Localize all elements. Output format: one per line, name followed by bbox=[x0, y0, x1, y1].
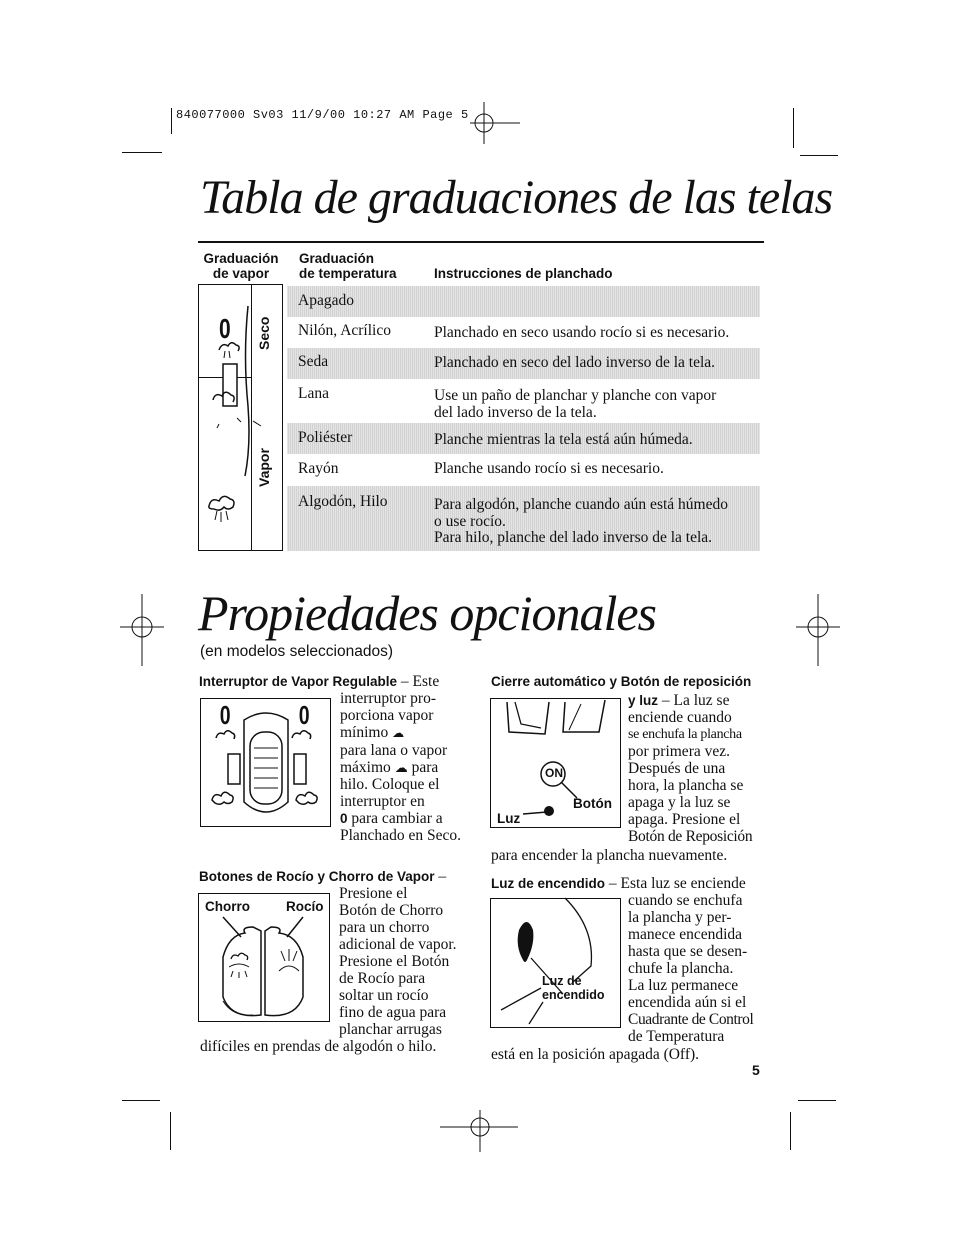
crop-mark bbox=[122, 1100, 160, 1101]
header-line: de vapor bbox=[212, 266, 270, 281]
body-line: enciende cuando bbox=[628, 709, 732, 726]
fabric-name: Nilón, Acrílico bbox=[298, 322, 391, 339]
on-button-label: ON bbox=[545, 766, 563, 780]
table-row bbox=[287, 379, 760, 423]
body-line: Presione el Botón bbox=[339, 953, 450, 970]
heading-dash: – bbox=[658, 692, 674, 709]
header-line: de temperatura bbox=[299, 266, 397, 281]
body-line: adicional de vapor. bbox=[339, 936, 457, 953]
body-line: Planchado en Seco. bbox=[340, 827, 461, 844]
auto-off-heading: Cierre automático y Botón de reposición bbox=[491, 674, 752, 689]
column-header-vapor bbox=[203, 251, 279, 281]
label-line: encendido bbox=[542, 988, 605, 1002]
steam-dial-icon bbox=[215, 336, 275, 551]
body-line: fino de agua para bbox=[339, 1004, 447, 1021]
body-line: para lana o vapor bbox=[340, 742, 448, 759]
table-row bbox=[287, 423, 760, 454]
body-line: porciona vapor bbox=[340, 707, 434, 724]
body-line bbox=[340, 759, 461, 776]
fabric-name: Rayón bbox=[298, 460, 339, 477]
steam-switch-heading bbox=[199, 673, 439, 691]
body-text: La luz se bbox=[673, 692, 730, 709]
chorro-label: Chorro bbox=[205, 899, 250, 914]
heading-label: y luz bbox=[628, 693, 659, 708]
fabric-name: Apagado bbox=[298, 292, 354, 309]
body-line: hasta que se desen- bbox=[628, 943, 748, 960]
crop-mark bbox=[171, 108, 172, 134]
instruction-text: del lado inverso de la tela. bbox=[434, 404, 597, 421]
luz-label: Luz bbox=[497, 811, 521, 826]
body-line: La luz permanece bbox=[628, 977, 739, 994]
max-steam-icon: ☁ bbox=[394, 760, 408, 775]
body-line bbox=[340, 724, 461, 742]
body-line: soltar un rocío bbox=[339, 987, 429, 1004]
steam-switch-icon bbox=[210, 712, 322, 822]
body-line: manece encendida bbox=[628, 926, 743, 943]
fabric-name: Poliéster bbox=[298, 429, 353, 446]
page-number: 5 bbox=[752, 1062, 760, 1078]
crop-mark bbox=[790, 1112, 791, 1150]
zero-setting: 0 bbox=[340, 811, 348, 826]
instruction-text: Use un paño de planchar y planche con vapor bbox=[434, 387, 717, 404]
crop-mark bbox=[170, 1112, 171, 1150]
seco-label: Seco bbox=[256, 316, 272, 350]
body-text: mínimo bbox=[340, 724, 389, 741]
table-row bbox=[287, 317, 760, 348]
fabric-name: Seda bbox=[298, 353, 329, 370]
body-text: máximo bbox=[340, 759, 391, 776]
fabric-name: Algodón, Hilo bbox=[298, 493, 388, 510]
body-text: para bbox=[411, 759, 439, 776]
section-title: Propiedades opcionales bbox=[198, 585, 657, 641]
body-line: interruptor pro- bbox=[340, 690, 436, 707]
spray-buttons-icon bbox=[215, 915, 315, 1020]
heading-dash: – bbox=[434, 868, 447, 885]
crop-mark bbox=[122, 152, 162, 153]
body-line: apaga y la luz se bbox=[628, 794, 731, 811]
body-line bbox=[340, 810, 461, 827]
auto-off-text bbox=[628, 709, 752, 845]
print-header: 840077000 Sv03 11/9/00 10:27 AM Page 5 bbox=[176, 108, 469, 122]
body-line: se enchufa la plancha bbox=[628, 727, 742, 742]
body-line: Presione el bbox=[339, 885, 408, 902]
body-line: Botón de Reposición bbox=[628, 828, 753, 845]
body-line: para encender la plancha nuevamente. bbox=[491, 847, 728, 864]
crop-mark bbox=[798, 1100, 836, 1101]
instruction-text: Para algodón, planche cuando aún está húmedo bbox=[434, 496, 728, 513]
body-line: apaga. Presione el bbox=[628, 811, 741, 828]
heading-label: Interruptor de Vapor Regulable bbox=[199, 674, 398, 689]
spray-buttons-heading bbox=[199, 868, 446, 886]
body-line: Después de una bbox=[628, 760, 726, 777]
table-row bbox=[287, 348, 760, 379]
section-subtitle: (en modelos seleccionados) bbox=[200, 643, 393, 660]
body-line: está en la posición apagada (Off). bbox=[491, 1046, 700, 1063]
column-header-instructions: Instrucciones de planchado bbox=[434, 266, 613, 281]
registration-mark-icon bbox=[120, 594, 164, 666]
instruction-text: Para hilo, planche del lado inverso de la tela. bbox=[434, 529, 713, 546]
page-title: Tabla de graduaciones de las telas bbox=[200, 171, 833, 224]
body-line: cuando se enchufa bbox=[628, 892, 743, 909]
power-light-label bbox=[542, 974, 605, 1002]
body-line: hilo. Coloque el bbox=[340, 776, 440, 793]
heading-label: Luz de encendido bbox=[491, 876, 606, 891]
heading-label: Botones de Rocío y Chorro de Vapor bbox=[199, 869, 435, 884]
registration-mark-icon bbox=[470, 102, 522, 144]
body-line: de Temperatura bbox=[628, 1028, 725, 1045]
switch-zero: 0 bbox=[298, 700, 310, 730]
body-line: difíciles en prendas de algodón o hilo. bbox=[200, 1038, 437, 1055]
body-line: planchar arrugas bbox=[339, 1021, 442, 1038]
body-line: Cuadrante de Control bbox=[628, 1011, 754, 1028]
table-row bbox=[287, 454, 760, 486]
body-line: la plancha y per- bbox=[628, 909, 732, 926]
boton-label: Botón bbox=[573, 796, 612, 811]
header-line: Graduación bbox=[203, 251, 279, 266]
power-light-text bbox=[628, 892, 753, 1045]
registration-mark-icon bbox=[796, 594, 840, 666]
instruction-text: Planche usando rocío si es necesario. bbox=[434, 460, 664, 477]
heading-dash: – bbox=[397, 673, 413, 690]
body-line: Botón de Chorro bbox=[339, 902, 444, 919]
body-text: Este bbox=[412, 673, 440, 690]
column-header-temperature bbox=[299, 251, 397, 281]
body-line: para un chorro bbox=[339, 919, 430, 936]
power-light-heading bbox=[491, 875, 746, 893]
title-rule bbox=[198, 241, 764, 243]
instruction-text: o use rocío. bbox=[434, 513, 506, 530]
vapor-label: Vapor bbox=[256, 448, 272, 487]
body-text: Esta luz se enciende bbox=[620, 875, 746, 892]
table-row bbox=[287, 286, 760, 317]
min-steam-icon: ☁ bbox=[392, 726, 405, 740]
switch-zero: 0 bbox=[219, 700, 231, 730]
body-line: de Rocío para bbox=[339, 970, 426, 987]
crop-mark bbox=[793, 108, 794, 148]
auto-off-subheading bbox=[628, 692, 729, 710]
body-line: por primera vez. bbox=[628, 743, 730, 760]
power-light-icon bbox=[495, 900, 617, 1025]
body-line: interruptor en bbox=[340, 793, 425, 810]
spray-buttons-text bbox=[339, 885, 457, 1038]
label-line: Luz de bbox=[542, 974, 582, 988]
instruction-text: Planche mientras la tela está aún húmeda. bbox=[434, 431, 693, 448]
steam-switch-text bbox=[340, 690, 461, 844]
body-line: hora, la plancha se bbox=[628, 777, 744, 794]
registration-mark-icon bbox=[440, 1110, 518, 1152]
body-line: chufe la plancha. bbox=[628, 960, 734, 977]
instruction-text: Planchado en seco del lado inverso de la tela. bbox=[434, 354, 716, 371]
header-line: Graduación bbox=[299, 251, 375, 266]
fabric-name: Lana bbox=[298, 385, 329, 402]
instruction-text: Planchado en seco usando rocío si es necesario. bbox=[434, 324, 730, 341]
body-text: para cambiar a bbox=[351, 810, 443, 827]
rocio-label: Rocío bbox=[286, 899, 324, 914]
table-row bbox=[287, 486, 760, 551]
dial-zero: 0 bbox=[218, 313, 231, 344]
crop-mark bbox=[800, 155, 838, 156]
body-line: encendida aún si el bbox=[628, 994, 747, 1011]
heading-dash: – bbox=[605, 875, 621, 892]
